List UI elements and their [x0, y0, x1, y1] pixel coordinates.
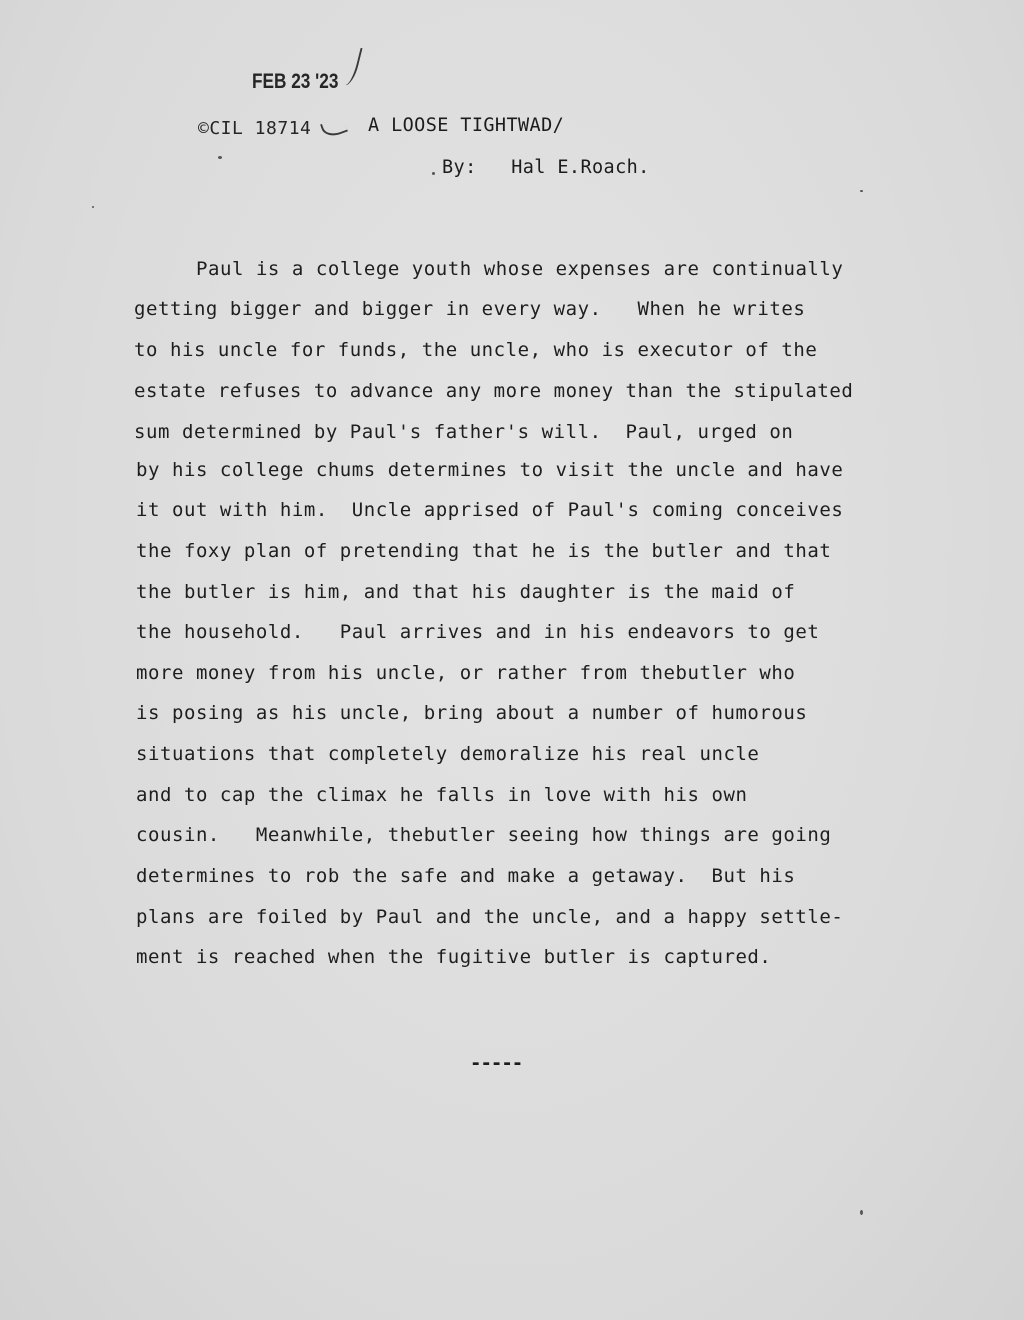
- body-line: Paul is a college youth whose expenses are continually: [196, 258, 844, 280]
- body-line: cousin. Meanwhile, thebutler seeing how things are going: [136, 824, 832, 846]
- registration-number: ©CIL 18714: [198, 118, 312, 139]
- body-line: situations that completely demoralize his real uncle: [136, 743, 760, 765]
- body-line: ment is reached when the fugitive butler is captured.: [136, 946, 772, 968]
- body-line: the foxy plan of pretending that he is the butler and that: [136, 540, 832, 562]
- body-line: sum determined by Paul's father's will. Paul, urged on: [134, 421, 794, 443]
- body-line: estate refuses to advance any more money than the stipulated: [134, 380, 854, 402]
- body-line: getting bigger and bigger in every way. When he writes: [134, 298, 806, 320]
- body-line: it out with him. Uncle apprised of Paul's coming conceives: [136, 499, 844, 521]
- paper-speck: [218, 156, 222, 159]
- check-mark-icon: [339, 45, 362, 87]
- body-line: to his uncle for funds, the uncle, who is executor of the: [134, 339, 818, 361]
- document-title: A LOOSE TIGHTWAD/: [368, 115, 565, 136]
- paper-speck: [92, 206, 94, 208]
- tick-mark-icon: [320, 116, 348, 139]
- paper-speck: [860, 1210, 863, 1215]
- body-line: more money from his uncle, or rather from thebutler who: [136, 662, 796, 684]
- paper-speck: [432, 172, 435, 175]
- body-line: by his college chums determines to visit the uncle and have: [136, 459, 844, 481]
- body-line: is posing as his uncle, bring about a number of humorous: [136, 702, 808, 724]
- body-line: determines to rob the safe and make a getaway. But his: [136, 865, 796, 887]
- author-byline: By: Hal E.Roach.: [442, 157, 650, 178]
- paper-speck: [860, 190, 863, 192]
- body-line: and to cap the climax he falls in love with his own: [136, 784, 748, 806]
- body-line: plans are foiled by Paul and the uncle, and a happy settle-: [136, 906, 844, 928]
- body-line: the butler is him, and that his daughter is the maid of: [136, 581, 796, 603]
- closing-rule: -----: [470, 1052, 523, 1074]
- body-line: the household. Paul arrives and in his endeavors to get: [136, 621, 820, 643]
- received-date-stamp: FEB 23 '23: [252, 70, 339, 93]
